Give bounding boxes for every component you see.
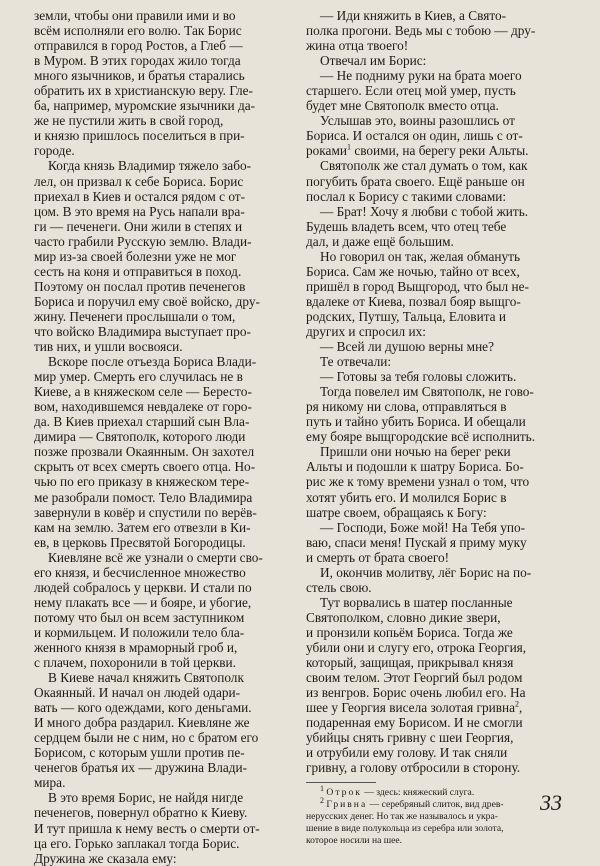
text-line: же не пустили жить в свой город, (34, 113, 224, 129)
text-line: и пронзили копьём Бориса. Тогда же (306, 624, 513, 640)
text-line: Киевляне всё же узнали о смерти сво- (48, 549, 263, 565)
text-line: И, окончив молитву, лёг Борис на по- (320, 564, 532, 580)
text-line: ца его. Горько заплакал тогда Борис. (34, 835, 240, 851)
text-line: мир умер. Смерть его случилась не в (34, 369, 243, 385)
text-line: с плачем, похоронили в той церкви. (34, 655, 236, 671)
text-line: гривну, а голову отбросили в сторону. (306, 760, 521, 776)
footnote-text: — здесь: княжеский слуга. (361, 787, 475, 799)
text-line: — Всей ли душою верны мне? (320, 339, 494, 355)
text-line: Святополком, словно дикие звери, (306, 609, 501, 625)
text-line: путь и тайно убить Бориса. И обещали (306, 414, 526, 430)
text-line: погубить брата своего. Ещё раньше он (306, 173, 525, 189)
text-line: и князю пришлось поселиться в при- (34, 128, 245, 144)
footnote-1 (306, 784, 560, 799)
text-line: вом, находившемся невдалеке от горо- (34, 399, 252, 415)
text-line: Вскоре после отъезда Бориса Влади- (48, 354, 257, 370)
page-number: 33 (540, 790, 562, 815)
text-line: будет мне Святополк вместо отца. (306, 98, 499, 114)
text-line: Пришли они ночью на берег реки (320, 444, 511, 460)
text-line: димира — Святополк, которого люди (34, 429, 246, 445)
footnote-line: нерусских денег. Но так же называлось и укра- (306, 811, 498, 823)
text-line: в Муром. В этих городах жило тогда (34, 53, 241, 69)
text-line: Киеве, а в княжеском селе — Берестo- (34, 384, 252, 400)
text-line: вдалеке от Киева, позвал бояр выщго- (306, 293, 521, 309)
text-line: приехал в Киев и остался рядом с от- (34, 188, 246, 204)
text-line: дал, и даже ещё большим. (306, 233, 454, 249)
footnote-text: — серебряный слиток, вид древ- (367, 799, 504, 811)
text-fragment: роками (306, 143, 347, 159)
text-line: пришёл в город Выщгород, что был не- (306, 278, 529, 294)
text-line: — Иди княжить в Киев, а Свято- (320, 8, 507, 23)
text-line: ваю, спаси меня! Пускай я приму муку (306, 534, 527, 550)
text-line: В это время Борис, не найдя нигде (48, 790, 244, 806)
text-line: людей собралось у церкви. И стали по (34, 579, 252, 595)
text-line: Дружина же сказала ему: (34, 850, 177, 866)
text-line: Тогда повелел им Святополк, не гово- (320, 384, 534, 400)
text-line: своим телом. Этот Георгий был родом (306, 670, 523, 686)
text-line (306, 700, 560, 715)
text-line: тив них, и ушли восвояси. (34, 339, 183, 355)
footnote-marker: 1 (320, 784, 324, 794)
text-fragment: , (519, 700, 523, 716)
text-line: всём исполняли его волю. Так Борис (34, 23, 242, 39)
text-line: Отвечал им Борис: (320, 53, 427, 69)
footnote-ref-1[interactable]: 1 (347, 143, 351, 152)
text-line: послал к Борису с такими словами: (306, 188, 507, 204)
text-line: других и спросил их: (306, 323, 426, 339)
text-line: Когда князь Владимир тяжело забо- (48, 158, 252, 174)
text-line: ме разобрали помост. Тело Владимира (34, 489, 253, 505)
text-line: Тут ворвались в шатер посланные (320, 594, 513, 610)
text-line: из венгров. Борис очень любил его. На (306, 685, 526, 701)
footnotes (306, 784, 560, 847)
text-line: часто грабили Русскую землю. Влади- (34, 233, 252, 249)
text-line: шатре своем, обращаясь к Богу: (306, 504, 487, 520)
text-line: отправился в город Ростов, а Глеб — (34, 38, 243, 54)
text-line (306, 143, 560, 158)
text-line: вать — кого одеждами, кого деньгами. (34, 700, 252, 716)
text-line: и смерть от брата своего! (306, 549, 450, 565)
text-line: ему бояре выщгородские всё исполнить. (306, 429, 536, 445)
text-line: его князя, и бесчисленное множество (34, 564, 246, 580)
text-line: Бориса. И остался он один, лишь с от- (306, 128, 523, 144)
text-line: что войско Владимира выступает про- (34, 323, 251, 339)
text-line: ги — печенеги. Они жили в степях и (34, 218, 243, 234)
text-line: сердцем были не с ним, но с братом его (34, 730, 259, 746)
text-line: лел, он призвал к себе Бориса. Борис (34, 173, 244, 189)
text-line: рис же к тому времени узнал о том, что (306, 474, 530, 490)
text-line: — Брат! Хочу я любви с тобой жить. (320, 203, 529, 219)
footnote-marker: 2 (320, 796, 324, 806)
text-line: и отрубили ему голову. И так сняли (306, 745, 508, 761)
text-line: который, защищая, прикрывал князя (306, 655, 514, 671)
text-line: — Господи, Боже мой! На Тебя упо- (320, 519, 526, 535)
text-line: Святополк же стал думать о том, как (320, 158, 528, 174)
text-line: — Не подниму руки на брата моего (320, 68, 522, 84)
text-line: хотят убить его. И молился Борис в (306, 489, 507, 505)
text-line: жина отца твоего! (306, 38, 409, 54)
text-line: В Киеве начал княжить Святополк (48, 670, 244, 686)
text-line: скрыть от всех смерть своего отца. Но- (34, 459, 256, 475)
text-line: Услышав это, воины разошлись от (320, 113, 515, 129)
text-line: старшего. Если отец мой умер, пусть (306, 83, 516, 99)
text-line: ев, в церковь Пресвятой Богородицы. (34, 534, 246, 550)
text-fragment: шее у Георгия висела золотая гривна (306, 700, 516, 716)
text-line: земли, чтобы они правили ими и во (34, 8, 236, 23)
text-line: Будешь владеть всем, что отец тебе (306, 218, 507, 234)
text-line: стель свою. (306, 579, 372, 595)
text-line: И тут пришла к нему весть о смерти от- (34, 820, 260, 836)
text-line: цом. В это время на Русь напали вра- (34, 203, 245, 219)
text-line: — Готовы за тебя головы сложить. (320, 369, 517, 385)
text-line: потому что был он всем заступником (34, 609, 245, 625)
text-line: Те отвечали: (320, 354, 392, 370)
text-line: печенегов, повернул обратно к Киеву. (34, 805, 248, 821)
text-line: Борисом, с которым ушли против пе- (34, 745, 245, 761)
text-line: подаренная ему Борисом. И не смогли (306, 715, 523, 731)
text-line: завернули в ковёр и спустили по верёв- (34, 504, 257, 520)
left-column (34, 8, 284, 866)
text-line: нему плакать все — и бояре, и убогие, (34, 594, 252, 610)
text-line: обратить их в христианскую веру. Гле- (34, 83, 253, 99)
text-line: Бориса и поручил ему своё войско, дру- (34, 293, 260, 309)
text-line: и кормильцем. И положили тело бла- (34, 624, 245, 640)
text-line: Бориса. Сам же ночью, тайно от всех, (306, 263, 520, 279)
text-line: родских, Путшу, Тальца, Еловита и (306, 308, 507, 324)
text-line: да. В Киев приехал старший сын Вла- (34, 414, 250, 430)
text-line: И много добра раздарил. Киевляне же (34, 715, 250, 731)
text-fragment: своими, на берегу реки Альты. (351, 143, 529, 159)
text-line: сесть на коня и отправиться в поход. (34, 263, 242, 279)
footnote-term: Отрок (326, 787, 362, 799)
text-line: мира. (34, 775, 66, 791)
text-line: Поэтому он послал против печенегов (34, 278, 246, 294)
text-line: ченегов братья их — дружина Влади- (34, 760, 248, 776)
text-line: ба, например, муромские язычники да- (34, 98, 256, 114)
text-line: Альты и подошли к шатру Бориса. Бо- (306, 459, 524, 475)
footnote-divider (306, 782, 376, 783)
text-line: мир из-за своей болезни уже не мог (34, 248, 237, 264)
text-line: полка прогони. Ведь мы с тобою — дру- (306, 23, 536, 39)
footnote-ref-2[interactable]: 2 (515, 699, 520, 709)
footnote-line: которое носили на шее. (306, 835, 403, 847)
footnote-line: шение в виде полукольца из серебра или золота, (306, 823, 504, 835)
text-line: женного князя в мраморный гроб и, (34, 639, 238, 655)
text-line: городе. (34, 143, 75, 159)
text-line: кам на землю. Затем его отвезли в Ки- (34, 519, 251, 535)
text-line: ря никому ни слова, отправляться в (306, 399, 507, 415)
text-line: убили они и слугу его, отрока Георгия, (306, 639, 527, 655)
text-line: Но говорил он так, желая обмануть (320, 248, 521, 264)
text-line: позже прозвали Окаянным. Он захотел (34, 444, 255, 460)
text-line: жину. Печенеги прослышали о том, (34, 308, 236, 324)
footnote-term: Гривна (326, 799, 368, 811)
text-line: Окаянный. И начал он людей одари- (34, 685, 241, 701)
right-column (306, 8, 560, 847)
text-line: убийцы снять гривну с шеи Георгия, (306, 730, 514, 746)
text-line: чью по его приказу в княжеском тере- (34, 474, 250, 490)
text-line: много язычников, и братья старались (34, 68, 245, 84)
